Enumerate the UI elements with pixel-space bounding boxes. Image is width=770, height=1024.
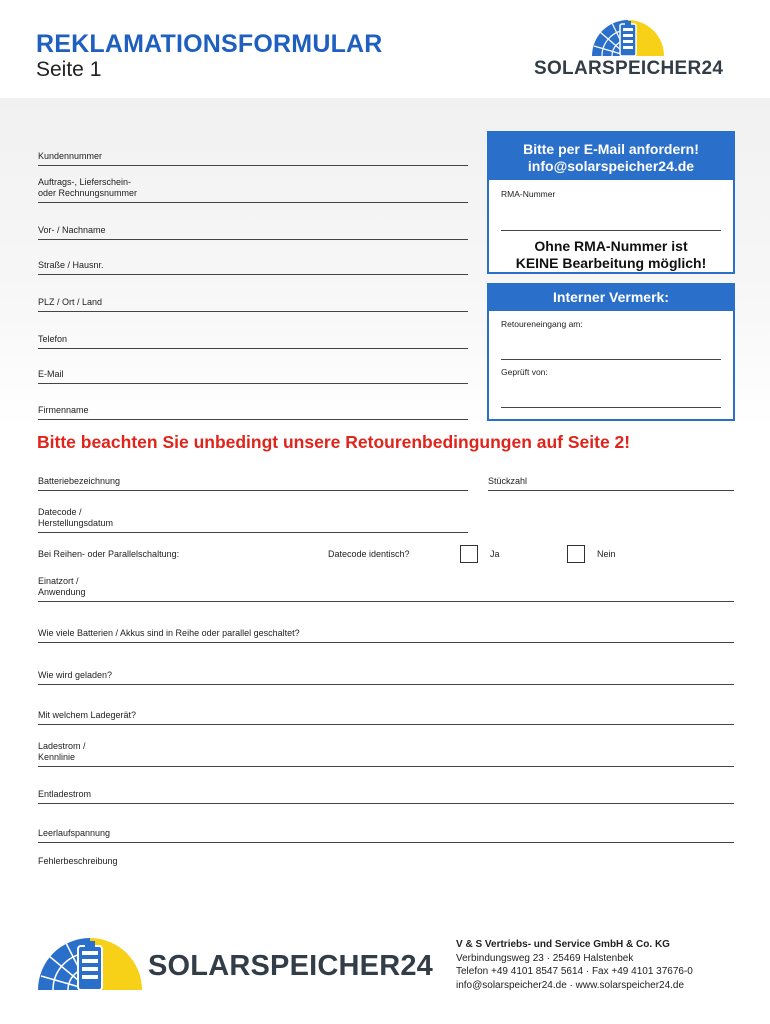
auftragsnummer-label-line1: Auftrags-, Lieferschein- bbox=[38, 177, 132, 187]
auftragsnummer-label-line2: oder Rechnungsnummer bbox=[38, 188, 138, 198]
einsatzort-field[interactable] bbox=[38, 576, 734, 602]
datecode-field[interactable] bbox=[38, 507, 468, 533]
company-name: V & S Vertriebs- und Service GmbH & Co. KG bbox=[456, 939, 670, 950]
batteriebezeichnung-label: Batteriebezeichnung bbox=[38, 476, 121, 486]
datecode-identisch-label: Datecode identisch? bbox=[328, 549, 410, 559]
einsatzort-label-line1: Einatzort / bbox=[38, 576, 79, 586]
datecode-label-line2: Herstellungsdatum bbox=[38, 518, 114, 528]
firmenname-field[interactable] bbox=[38, 405, 468, 420]
leerlaufspannung-field[interactable] bbox=[38, 828, 734, 843]
fehlerbeschreibung-area[interactable] bbox=[38, 870, 734, 926]
ladestrom-label-line2: Kennlinie bbox=[38, 752, 76, 762]
ladeart-label: Wie wird geladen? bbox=[38, 670, 113, 680]
leerlaufspannung-label: Leerlaufspannung bbox=[38, 828, 111, 838]
entladestrom-field[interactable] bbox=[38, 789, 734, 804]
form-title: REKLAMATIONSFORMULAR bbox=[36, 30, 383, 58]
ladegeraet-label: Mit welchem Ladegerät? bbox=[38, 710, 137, 720]
ladegeraet-field[interactable] bbox=[38, 710, 734, 725]
kundennummer-label: Kundennummer bbox=[38, 151, 103, 161]
rma-warning bbox=[489, 238, 733, 272]
internal-note-heading: Interner Vermerk: bbox=[489, 285, 733, 311]
ladestrom-label-line1: Ladestrom / bbox=[38, 741, 86, 751]
company-info bbox=[456, 938, 693, 992]
name-label: Vor- / Nachname bbox=[38, 225, 106, 235]
firmenname-label: Firmenname bbox=[38, 405, 89, 415]
rma-email[interactable]: info@solarspeicher24.de bbox=[527, 158, 695, 174]
retoureneingang-label: Retoureneingang am: bbox=[501, 319, 583, 329]
sun-battery-logo-icon bbox=[530, 18, 740, 58]
footer-logo-wordmark: SOLARSPEICHER24 bbox=[148, 950, 434, 982]
internal-note-box bbox=[487, 283, 735, 421]
name-field[interactable] bbox=[38, 225, 468, 240]
reihenschaltung-label: Bei Reihen- oder Parallelschaltung: bbox=[38, 549, 180, 559]
rma-warning-line1: Ohne RMA-Nummer ist bbox=[534, 238, 688, 254]
logo-wordmark: SOLARSPEICHER24 bbox=[534, 58, 724, 79]
stueckzahl-label: Stückzahl bbox=[488, 476, 528, 486]
email-label: E-Mail bbox=[38, 369, 64, 379]
ja-checkbox[interactable] bbox=[460, 545, 478, 563]
schaltung-anzahl-field[interactable] bbox=[38, 628, 734, 643]
email-field[interactable] bbox=[38, 369, 468, 384]
rma-warning-line2: KEINE Bearbeitung möglich! bbox=[515, 255, 707, 271]
retoureneingang-input[interactable] bbox=[501, 359, 721, 360]
plz-field[interactable] bbox=[38, 297, 468, 312]
entladestrom-label: Entladestrom bbox=[38, 789, 92, 799]
company-phone: Telefon +49 4101 8547 5614 · Fax +49 4101 37676-0 bbox=[456, 966, 693, 977]
ladestrom-field[interactable] bbox=[38, 741, 734, 767]
footer-logo bbox=[36, 936, 436, 996]
nein-label: Nein bbox=[597, 549, 616, 559]
sun-battery-logo-icon bbox=[36, 936, 146, 992]
batteriebezeichnung-field[interactable] bbox=[38, 476, 468, 491]
auftragsnummer-field[interactable] bbox=[38, 177, 468, 203]
plz-label: PLZ / Ort / Land bbox=[38, 297, 103, 307]
rma-heading-line1: Bitte per E-Mail anfordern! bbox=[523, 141, 699, 157]
stueckzahl-field[interactable] bbox=[488, 476, 734, 491]
retourenbedingungen-notice: Bitte beachten Sie unbedingt unsere Retourenbedingungen auf Seite 2! bbox=[37, 432, 631, 452]
strasse-field[interactable] bbox=[38, 260, 468, 275]
company-logo bbox=[530, 18, 740, 84]
kundennummer-field[interactable] bbox=[38, 151, 468, 166]
rma-number-input[interactable] bbox=[501, 230, 721, 231]
nein-checkbox[interactable] bbox=[567, 545, 585, 563]
company-web[interactable]: info@solarspeicher24.de · www.solarspeicher24.de bbox=[456, 979, 685, 991]
strasse-label: Straße / Hausnr. bbox=[38, 260, 104, 270]
einsatzort-label-line2: Anwendung bbox=[38, 587, 86, 597]
datecode-label-line1: Datecode / bbox=[38, 507, 82, 517]
rma-number-label: RMA-Nummer bbox=[501, 189, 556, 199]
ja-label: Ja bbox=[490, 549, 500, 559]
company-address: Verbindungsweg 23 · 25469 Halstenbek bbox=[456, 952, 634, 964]
telefon-label: Telefon bbox=[38, 334, 68, 344]
telefon-field[interactable] bbox=[38, 334, 468, 349]
rma-box-heading bbox=[489, 133, 733, 180]
geprueft-label: Geprüft von: bbox=[501, 367, 548, 377]
geprueft-input[interactable] bbox=[501, 407, 721, 408]
page-subtitle: Seite 1 bbox=[36, 58, 102, 81]
rma-box bbox=[487, 131, 735, 274]
ladeart-field[interactable] bbox=[38, 670, 734, 685]
schaltung-anzahl-label: Wie viele Batterien / Akkus sind in Reihe oder parallel geschaltet? bbox=[38, 628, 300, 638]
fehlerbeschreibung-label: Fehlerbeschreibung bbox=[38, 856, 118, 866]
